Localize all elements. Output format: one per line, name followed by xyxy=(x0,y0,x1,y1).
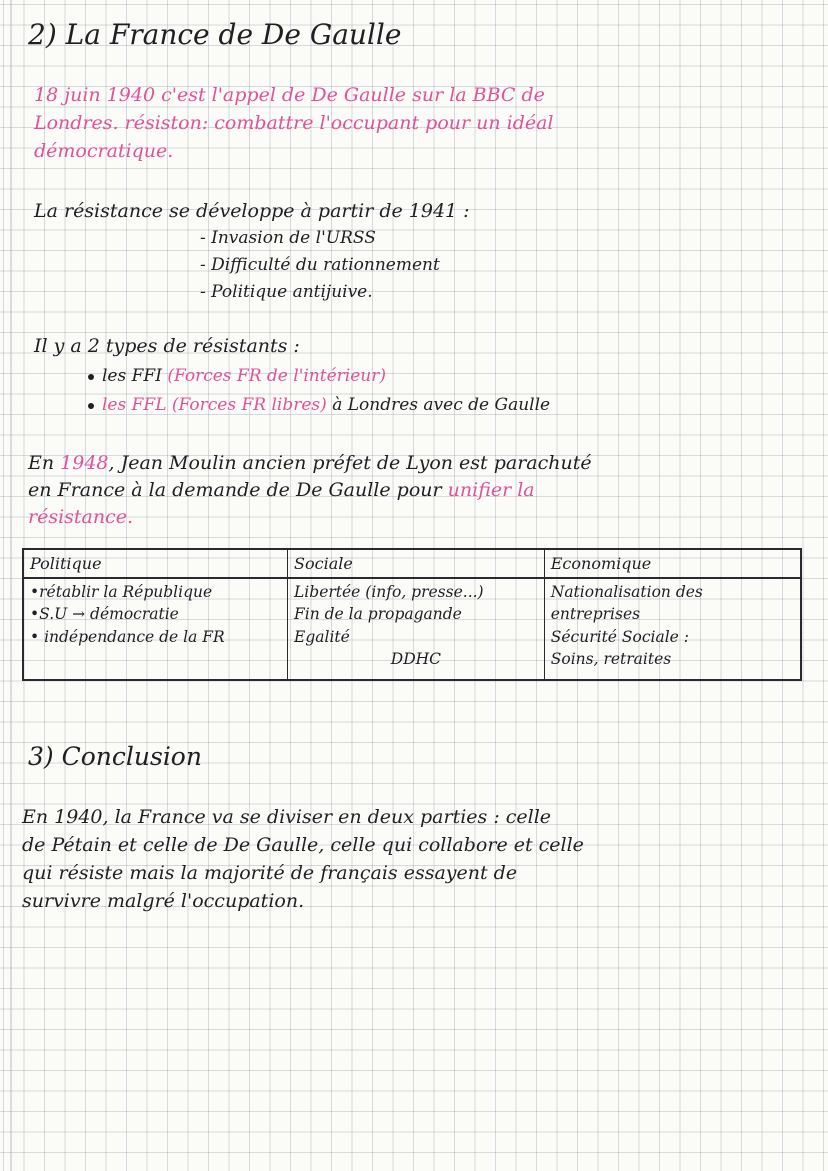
margin-line xyxy=(10,0,12,1171)
cell-line: Fin de la propagande xyxy=(294,605,462,624)
moulin-line-2 xyxy=(28,479,535,501)
header-sociale: Sociale xyxy=(288,549,545,578)
cell-politique xyxy=(23,578,288,680)
type-ffl-detail: (Forces FR libres) xyxy=(171,395,327,415)
cell-line: Sécurité Sociale : xyxy=(550,627,690,646)
resistance-cause-2: - Difficulté du rationnement xyxy=(200,255,440,275)
type-ffl xyxy=(88,395,550,415)
header-economique: Economique xyxy=(544,549,801,578)
moulin-highlight-1: unifier la xyxy=(447,479,535,501)
header-politique: Politique xyxy=(23,549,288,578)
cell-line: Soins, retraites xyxy=(550,650,672,669)
cell-line: • indépendance de la FR xyxy=(30,627,225,646)
section-3-title: 3) Conclusion xyxy=(28,742,202,771)
moulin-highlight-2: résistance. xyxy=(28,506,134,528)
pink-paragraph-line-2: Londres. résiston: combattre l'occupant pour un idéal xyxy=(34,112,554,134)
types-intro: Il y a 2 types de résistants : xyxy=(34,335,300,357)
cell-line: •rétablir la République xyxy=(30,583,213,601)
resistance-program-table xyxy=(22,548,802,681)
cell-sociale xyxy=(288,578,545,680)
conclusion-line-1: En 1940, la France va se diviser en deux parties : celle xyxy=(22,806,552,828)
conclusion-line-3: qui résiste mais la majorité de français essayent de xyxy=(22,862,518,884)
cell-line: DDHC xyxy=(390,650,441,669)
cell-economique xyxy=(544,578,801,680)
moulin-line-1-rest: , Jean Moulin ancien préfet de Lyon est parachuté xyxy=(108,452,592,474)
type-ffl-suffix: à Londres avec de Gaulle xyxy=(332,395,551,415)
cell-line: •S.U → démocratie xyxy=(30,605,179,624)
moulin-line-2-text: en France à la demande de De Gaulle pour xyxy=(28,479,442,501)
bullet-dot xyxy=(88,403,94,409)
resistance-cause-1: - Invasion de l'URSS xyxy=(200,228,376,248)
type-ffl-abbr: les FFL xyxy=(102,395,167,415)
conclusion-line-2: de Pétain et celle de De Gaulle, celle qui collabore et celle xyxy=(22,834,584,856)
section-2-title: 2) La France de De Gaulle xyxy=(28,18,402,51)
cell-line: Egalité xyxy=(294,627,350,646)
moulin-line-1 xyxy=(28,452,592,474)
moulin-prefix: En xyxy=(28,452,55,474)
resistance-intro: La résistance se développe à partir de 1941 : xyxy=(34,200,470,222)
resistance-cause-3: - Politique antijuive. xyxy=(200,282,373,302)
type-ffi-abbr: les FFI xyxy=(102,366,162,386)
bullet-dot xyxy=(88,374,94,380)
cell-line: entreprises xyxy=(550,605,641,624)
type-ffi-detail: (Forces FR de l'intérieur) xyxy=(167,366,386,386)
moulin-year: 1948 xyxy=(60,452,109,474)
pink-paragraph-line-1: 18 juin 1940 c'est l'appel de De Gaulle sur la BBC de xyxy=(34,84,545,106)
pink-paragraph-line-3: démocratique. xyxy=(34,140,174,162)
type-ffi xyxy=(88,366,386,386)
cell-line: Nationalisation des xyxy=(550,583,703,601)
table-row xyxy=(23,578,801,680)
table-header-row xyxy=(23,549,801,578)
conclusion-line-4: survivre malgré l'occupation. xyxy=(22,890,305,912)
cell-line: Libertée (info, presse...) xyxy=(294,583,484,601)
